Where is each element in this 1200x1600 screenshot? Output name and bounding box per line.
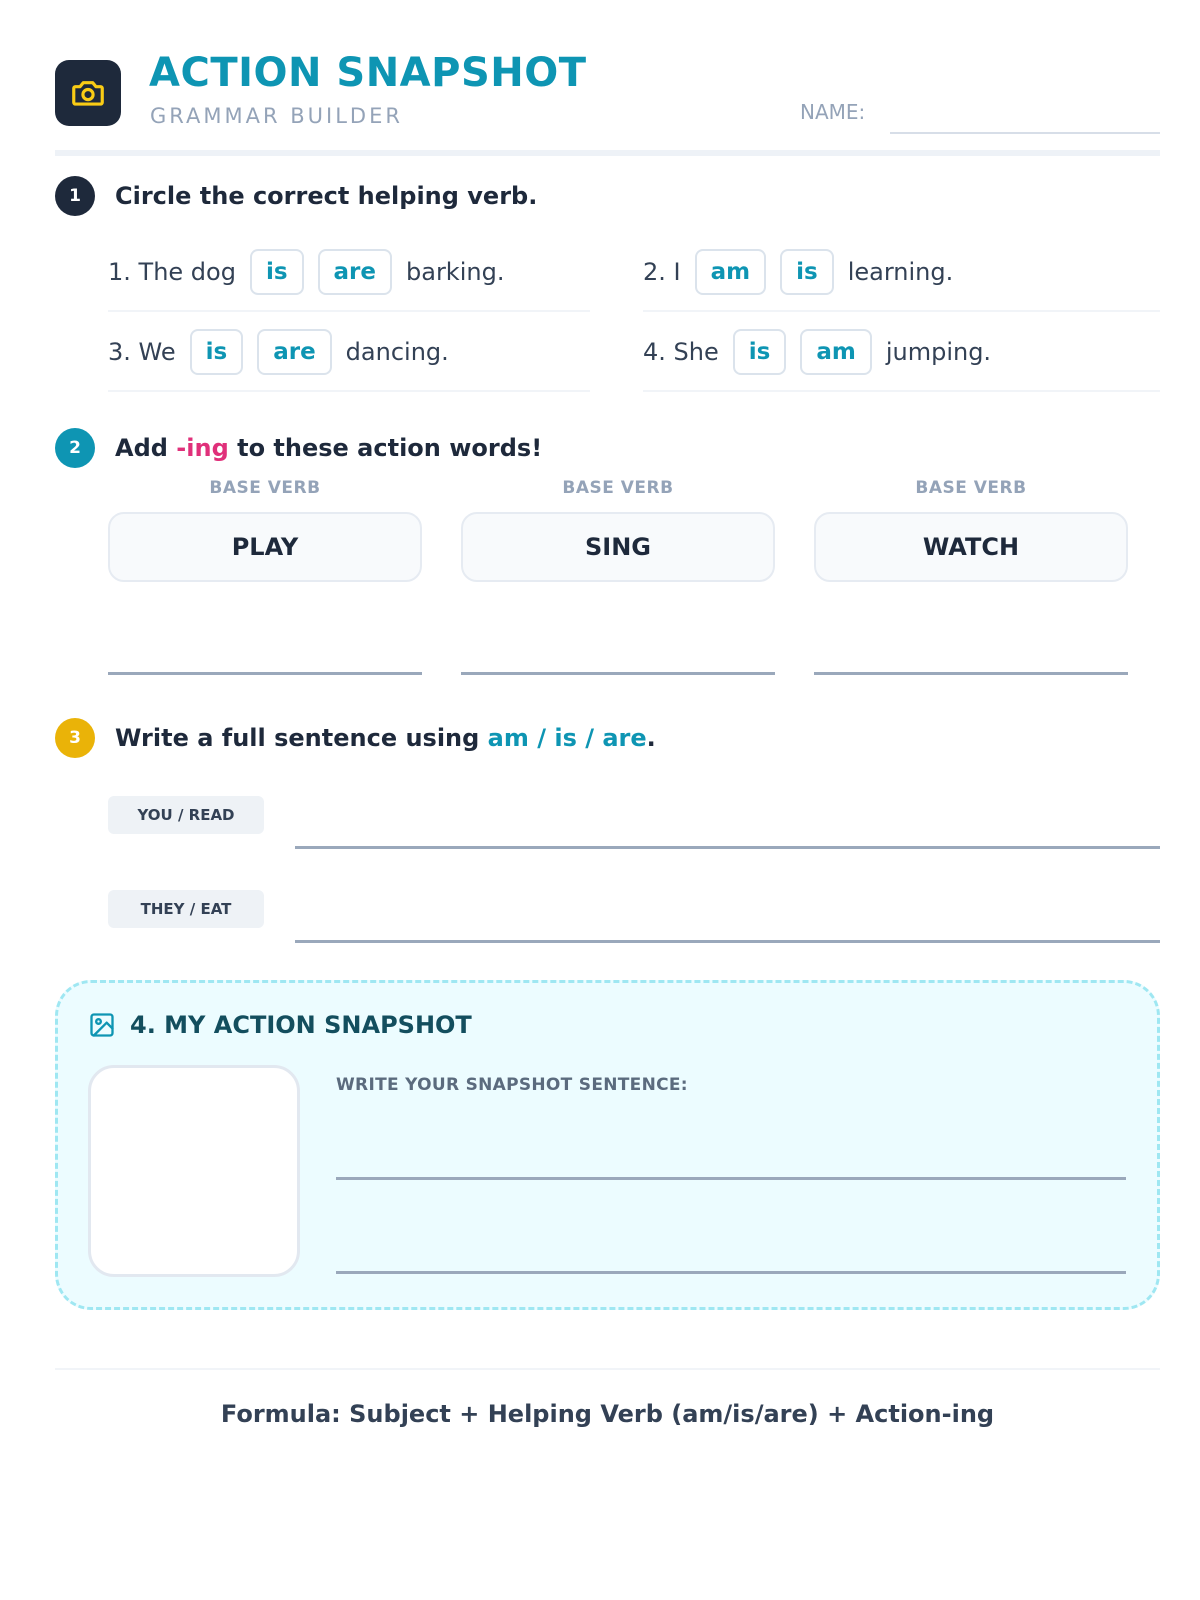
- drawing-box[interactable]: [88, 1065, 300, 1277]
- verb-option[interactable]: is: [250, 249, 304, 295]
- sentence-start: 1. The dog: [108, 258, 236, 286]
- verb-option[interactable]: is: [780, 249, 834, 295]
- page-title: ACTION SNAPSHOT: [149, 50, 587, 96]
- snapshot-card: [55, 980, 1160, 1310]
- verb-option[interactable]: am: [695, 249, 767, 295]
- section-number-badge: 2: [55, 428, 95, 468]
- column-label: BASE VERB: [562, 478, 674, 498]
- answer-line[interactable]: [814, 672, 1128, 675]
- page-subtitle: GRAMMAR BUILDER: [150, 104, 403, 128]
- sentence-start: 2. I: [643, 258, 681, 286]
- verb-option[interactable]: am: [800, 329, 872, 375]
- header: [55, 48, 1160, 156]
- section-2-header: [55, 428, 542, 468]
- sentence-start: 3. We: [108, 338, 176, 366]
- exercise-row: [643, 234, 1160, 312]
- sentence-end: barking.: [406, 258, 505, 286]
- exercise-row: [108, 234, 590, 312]
- verb-column: [461, 478, 775, 582]
- footer-divider: [55, 1368, 1160, 1370]
- prompt-tag: THEY / EAT: [108, 890, 264, 928]
- sentence-start: 4. She: [643, 338, 719, 366]
- column-label: BASE VERB: [915, 478, 1027, 498]
- base-verb-box: PLAY: [108, 512, 422, 582]
- section-number-badge: 1: [55, 176, 95, 216]
- card-header: [88, 1011, 472, 1039]
- sentence-line[interactable]: [336, 1177, 1126, 1180]
- card-label: WRITE YOUR SNAPSHOT SENTENCE:: [336, 1075, 688, 1095]
- verb-option[interactable]: is: [190, 329, 244, 375]
- section-title: Add -ing to these action words!: [115, 434, 543, 462]
- sentence-line[interactable]: [295, 940, 1160, 943]
- base-verb-box: SING: [461, 512, 775, 582]
- name-label: NAME:: [800, 100, 866, 124]
- section-title: Circle the correct helping verb.: [115, 182, 538, 210]
- prompt-tag: YOU / READ: [108, 796, 264, 834]
- worksheet: [55, 0, 1160, 1600]
- logo-badge: [55, 60, 121, 126]
- sentence-line[interactable]: [336, 1271, 1126, 1274]
- sentence-end: jumping.: [885, 338, 992, 366]
- card-title: 4. MY ACTION SNAPSHOT: [130, 1011, 472, 1039]
- camera-icon: [69, 74, 107, 112]
- verb-option[interactable]: are: [257, 329, 331, 375]
- section-1-header: [55, 176, 537, 216]
- section-number-badge: 3: [55, 718, 95, 758]
- answer-line[interactable]: [108, 672, 422, 675]
- base-verb-box: WATCH: [814, 512, 1128, 582]
- sentence-line[interactable]: [295, 846, 1160, 849]
- sentence-end: dancing.: [345, 338, 449, 366]
- exercise-row: [643, 314, 1160, 392]
- answer-line[interactable]: [461, 672, 775, 675]
- name-field[interactable]: [890, 132, 1160, 134]
- ing-highlight: -ing: [176, 434, 229, 462]
- section-3-header: [55, 718, 656, 758]
- exercise-row: [108, 314, 590, 392]
- image-icon: [88, 1011, 116, 1039]
- sentence-end: learning.: [847, 258, 954, 286]
- formula-text: Formula: Subject + Helping Verb (am/is/are) + Action-ing: [220, 1400, 995, 1428]
- verb-option[interactable]: is: [733, 329, 787, 375]
- verb-column: [814, 478, 1128, 582]
- section-title: Write a full sentence using am / is / are.: [115, 724, 656, 752]
- verb-column: [108, 478, 422, 582]
- column-label: BASE VERB: [209, 478, 321, 498]
- verb-highlight: am / is / are: [487, 724, 647, 752]
- verb-option[interactable]: are: [318, 249, 392, 295]
